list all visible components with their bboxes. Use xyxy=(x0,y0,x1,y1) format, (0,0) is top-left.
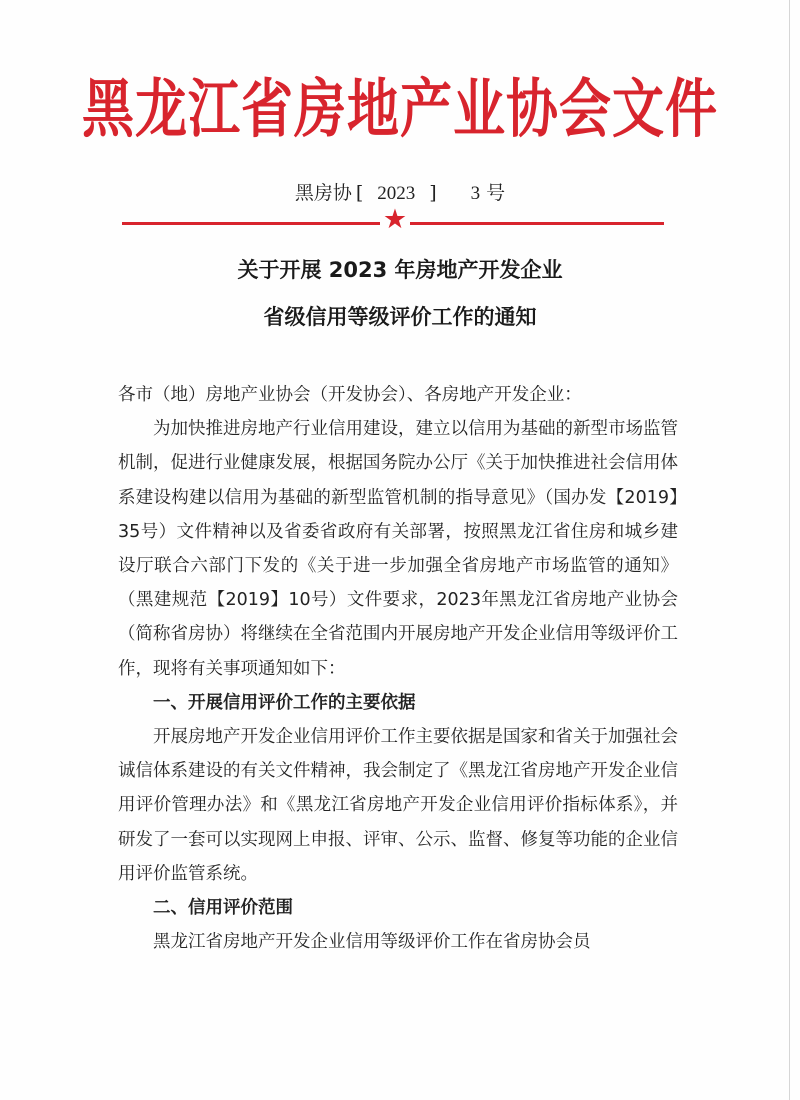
paragraph-scope: 黑龙江省房地产开发企业信用等级评价工作在省房协会员 xyxy=(153,932,591,953)
notice-title-line2: 省级信用等级评价工作的通知 xyxy=(263,305,537,329)
doc-prefix: 黑房协 xyxy=(294,182,352,204)
doc-bracket-open: [ xyxy=(355,182,364,204)
org-title: 黑龙江省房地产业协会文件 xyxy=(81,72,718,148)
section-heading-2: 二、信用评价范围 xyxy=(153,898,293,919)
page-edge-line xyxy=(789,0,790,1100)
document-body xyxy=(118,378,678,959)
section-heading-1: 一、开展信用评价工作的主要依据 xyxy=(153,692,416,713)
doc-number xyxy=(0,178,800,205)
doc-suffix: 号 xyxy=(486,182,506,204)
notice-title-line1: 关于开展 2023 年房地产开发企业 xyxy=(237,258,563,282)
salutation: 各市（地）房地产业协会（开发协会）、各房地产开发企业： xyxy=(118,385,582,405)
doc-bracket-close: ] xyxy=(429,182,437,204)
red-divider-right xyxy=(410,222,664,225)
paragraph-intro: 为加快推进房地产行业信用建设，建立以信用为基础的新型市场监管机制，促进行业健康发展，根据国务院办公厅《关于加快推进社会信用体系建设构建以信用为基础的新型监管机制的指导意见》（国办发【2019】35号）文件精神以及省委省政府有关部署，按照黑龙江省住房和城乡建设厅联合六部门下发的《关于进一步加强全省房地产市场监管的通知》（黑建规范【2019】10号）文件要求，2023年黑龙江省房地产业协会（简称省房协）将继续在全省范围内开展房地产开发企业信用等级评价工作，现将有关事项通知如下： xyxy=(118,419,678,679)
doc-year: 2023 xyxy=(377,183,416,204)
doc-num: 3 xyxy=(470,183,481,204)
red-star-icon: ★ xyxy=(382,204,408,235)
red-divider-left xyxy=(122,222,380,225)
paragraph-basis: 开展房地产开发企业信用评价工作主要依据是国家和省关于加强社会诚信体系建设的有关文件精神，我会制定了《黑龙江省房地产开发企业信用评价管理办法》和《黑龙江省房地产开发企业信用评价指标体系》，并研发了一套可以实现网上申报、评审、公示、监督、修复等功能的企业信用评价监管系统。 xyxy=(118,727,678,884)
